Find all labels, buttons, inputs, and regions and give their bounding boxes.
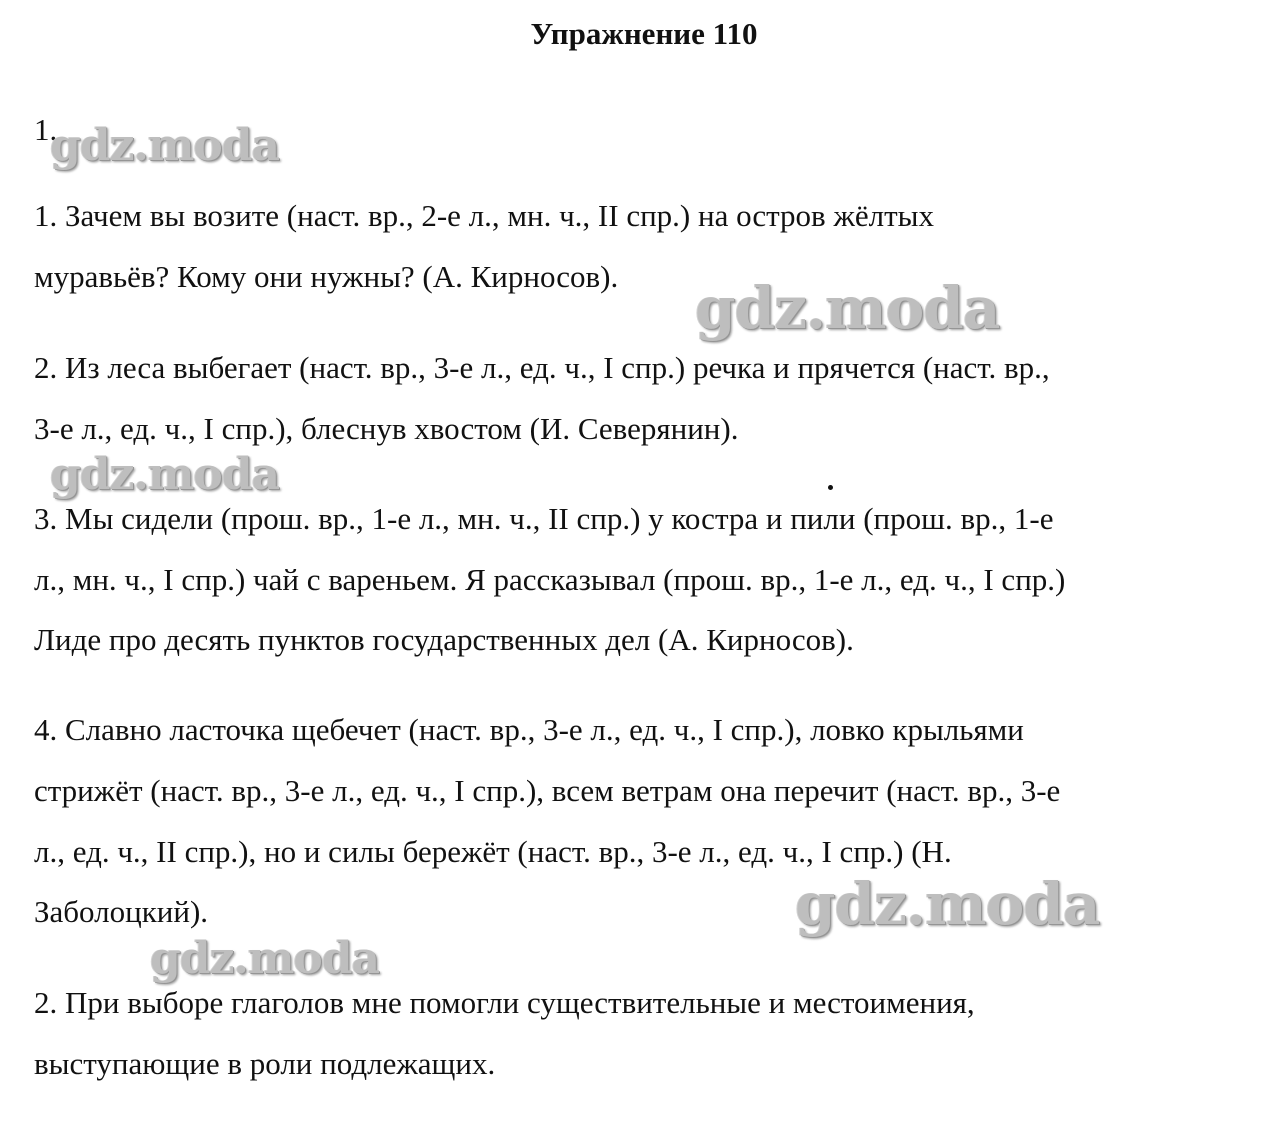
answer-4-line-3: л., ед. ч., II спр.), но и силы бережёт (наст. вр., 3-е л., ед. ч., I спр.) (Н. (34, 834, 952, 869)
answer-3-line-1: 3. Мы сидели (прош. вр., 1-е л., мн. ч., II спр.) у костра и пили (прош. вр., 1-е (34, 501, 1054, 536)
watermark-gdz-moda: gdz.moda (50, 120, 280, 171)
section-2-line-2: выступающие в роли подлежащих. (34, 1046, 496, 1081)
answer-4-line-1: 4. Славно ласточка щебечет (наст. вр., 3-е л., ед. ч., I спр.), ловко крыльями (34, 712, 1024, 747)
answer-1-line-2: муравьёв? Кому они нужны? (А. Кирносов). (34, 259, 619, 294)
watermark-gdz-moda: gdz.moda (150, 933, 380, 984)
answer-1-line-1: 1. Зачем вы возите (наст. вр., 2-е л., мн. ч., II спр.) на остров жёлтых (34, 198, 934, 233)
watermark-gdz-moda: gdz.moda (795, 870, 1100, 938)
section-2-line-1: 2. При выборе глаголов мне помогли существительные и местоимения, (34, 985, 975, 1020)
answer-4-line-2: стрижёт (наст. вр., 3-е л., ед. ч., I спр.), всем ветрам она перечит (наст. вр., 3-е (34, 773, 1061, 808)
watermark-gdz-moda: gdz.moda (695, 274, 1000, 342)
section-1-label: 1. (34, 112, 58, 147)
answer-4-line-4: Заболоцкий). (34, 894, 209, 929)
answer-3-line-2: л., мн. ч., I спр.) чай с вареньем. Я рассказывал (прош. вр., 1-е л., ед. ч., I спр.) (34, 562, 1066, 597)
stray-dot (828, 485, 833, 490)
answer-3-line-3: Лиде про десять пунктов государственных дел (А. Кирносов). (34, 622, 854, 657)
watermark-gdz-moda: gdz.moda (50, 449, 280, 500)
exercise-title: Упражнение 110 (530, 16, 758, 51)
answer-2-line-2: 3-е л., ед. ч., I спр.), блеснув хвостом (И. Северянин). (34, 411, 739, 446)
answer-2-line-1: 2. Из леса выбегает (наст. вр., 3-е л., ед. ч., I спр.) речка и прячется (наст. вр., (34, 350, 1050, 385)
